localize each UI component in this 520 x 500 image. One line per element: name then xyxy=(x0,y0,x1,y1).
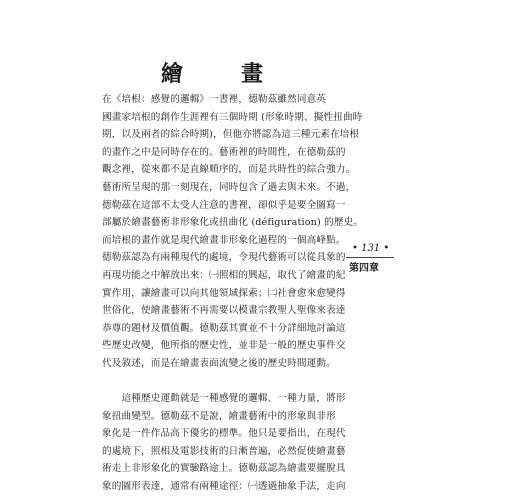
paragraph-2 xyxy=(102,390,346,496)
text-line: 再現功能之中解放出來：㈠照相的興起，取代了繪畫的紀 xyxy=(102,269,346,281)
text-line: 恭尊的題材及價值觀。德勒茲其實並不十分詳細地討論這 xyxy=(102,322,346,334)
text-line: 象化是一件作品高下優劣的標準。他只是要指出，在現代 xyxy=(102,428,346,440)
text-line: 在《培根：感覺的邏輯》一書裡，德勒茲雖然同意英 xyxy=(102,94,327,105)
text-line: 而培根的畫作就是現代繪畫非形象化過程的一個高峰點。 xyxy=(102,234,346,246)
text-line: 世俗化，使繪畫藝術不再需要以模畫宗教聖人聖像來表達 xyxy=(102,305,346,317)
text-line: 象扭曲變型。德勒茲不是說，繪畫藝術中的形象與非形 xyxy=(102,410,336,422)
text-line: 德勒茲在這部不太受人注意的書裡，卻似乎是要全圖寫一 xyxy=(102,199,346,211)
text-line: 的處境下，照相及電影技術的日漸普遍，必然促使繪畫藝 xyxy=(102,445,346,457)
text-line: 的畫作之中是同時存在的。藝術裡的時間性，在德勒茲的 xyxy=(102,146,346,158)
text-line: 這種歷史運動就是一種感覺的邏輯、一種力量，將形 xyxy=(102,393,346,405)
text-line: 觀念裡，從來都不是直線順序的，而是共時性的綜合強力。 xyxy=(102,164,356,176)
text-line: 些歷史改變，他所指的歷史性，並非是一般的歷史事件交 xyxy=(102,340,346,352)
page-number: • 131 • xyxy=(352,243,390,254)
text-line: 象的圖形表達，通常有兩種途徑：㈠透過抽象手法，走向 xyxy=(102,481,346,493)
text-line: 術走上非形象化的實驗路途上。德勒茲認為繪畫要擺脫具 xyxy=(102,463,346,475)
margin-divider xyxy=(346,257,394,258)
text-line: 藝術所呈現的那一刻現在，同時包含了過去與未來。不過， xyxy=(102,181,356,193)
text-line: 代及敘述，而是在繪畫表面流變之後的歷史時間運動。 xyxy=(102,357,336,369)
page-title: 繪 畫 xyxy=(160,61,281,87)
text-line: 德勒茲認為有兩種現代的處境，令現代藝術可以從具象的 xyxy=(102,252,346,264)
text-line: 部屬於繪畫藝術非形象化或扭曲化 (défiguration) 的歷史。 xyxy=(102,217,364,229)
text-line: 期，以及兩者的綜合時期)，但他亦將認為這三種元素在培根 xyxy=(102,129,360,141)
text-line: 實作用，讓繪畫可以向其他領域探索；㈡社會愈來愈變得 xyxy=(102,287,346,299)
chapter-label: 第四章 xyxy=(349,263,379,274)
text-line: 國畫家培根的創作生涯裡有三個時期 (形象時期、擬性扭曲時 xyxy=(102,111,363,123)
